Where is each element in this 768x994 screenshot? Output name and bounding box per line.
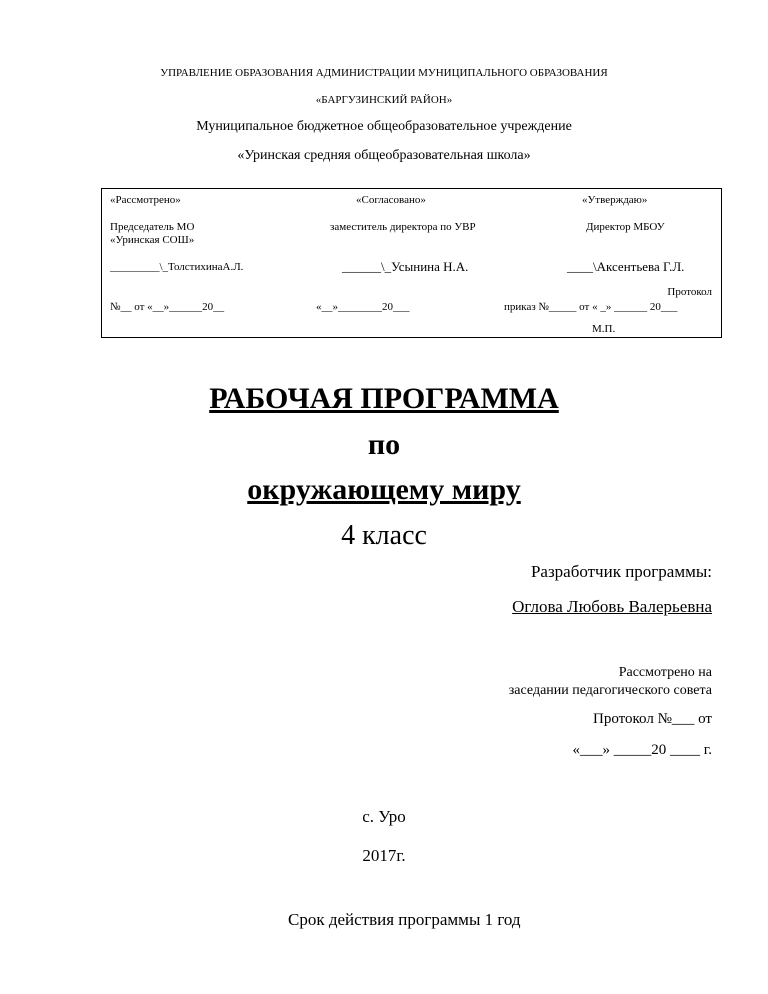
agreed-role: заместитель директора по УВР	[330, 221, 476, 233]
council-line-2: заседании педагогического совета	[508, 683, 712, 698]
developer-name: Оглова Любовь Валерьевна	[512, 597, 712, 616]
council-line-1: Рассмотрено на	[618, 665, 712, 680]
agreed-signature: ______\_Усынина Н.А.	[342, 259, 469, 274]
council-protocol: Протокол №___ от	[593, 711, 712, 727]
reviewed-org: «Уринская СОШ»	[110, 234, 195, 246]
program-title: РАБОЧАЯ ПРОГРАММА	[209, 382, 559, 415]
header-institution-type: Муниципальное бюджетное общеобразовательное учреждение	[196, 119, 572, 134]
order-line: приказ №_____ от « _» ______ 20___	[504, 301, 678, 313]
header-district: «БАРГУЗИНСКИЙ РАЙОН»	[315, 94, 453, 106]
developer-label: Разработчик программы:	[530, 562, 712, 581]
footer-place: с. Уро	[362, 807, 406, 826]
reviewed-role: Председатель МО	[110, 221, 195, 233]
council-date: «___» _____20 ____ г.	[572, 742, 712, 758]
reviewed-date: №__ от «__»______20__	[110, 301, 225, 313]
reviewed-title: «Рассмотрено»	[110, 194, 181, 206]
stamp-label: М.П.	[592, 323, 616, 335]
agreed-title: «Согласовано»	[356, 194, 426, 206]
approved-signature: ____\Аксентьева Г.Л.	[567, 259, 685, 274]
header-school-name: «Уринская средняя общеобразовательная школа»	[237, 148, 531, 163]
approval-table	[101, 188, 722, 338]
approved-role: Директор МБОУ	[586, 221, 665, 233]
footer-validity: Срок действия программы 1 год	[288, 910, 521, 929]
approved-title: «Утверждаю»	[582, 194, 648, 206]
reviewed-signature: _________\_ТолстихинаА.Л.	[110, 261, 244, 273]
agreed-date: «__»________20___	[316, 301, 410, 313]
header-ministry: УПРАВЛЕНИЕ ОБРАЗОВАНИЯ АДМИНИСТРАЦИИ МУНИЦИПАЛЬНОГО ОБРАЗОВАНИЯ	[160, 67, 608, 79]
protocol-label: Протокол	[667, 286, 712, 298]
program-by: по	[367, 428, 401, 461]
program-grade: 4 класс	[341, 520, 427, 551]
footer-year: 2017г.	[362, 846, 406, 865]
program-subject: окружающему миру	[247, 473, 521, 506]
